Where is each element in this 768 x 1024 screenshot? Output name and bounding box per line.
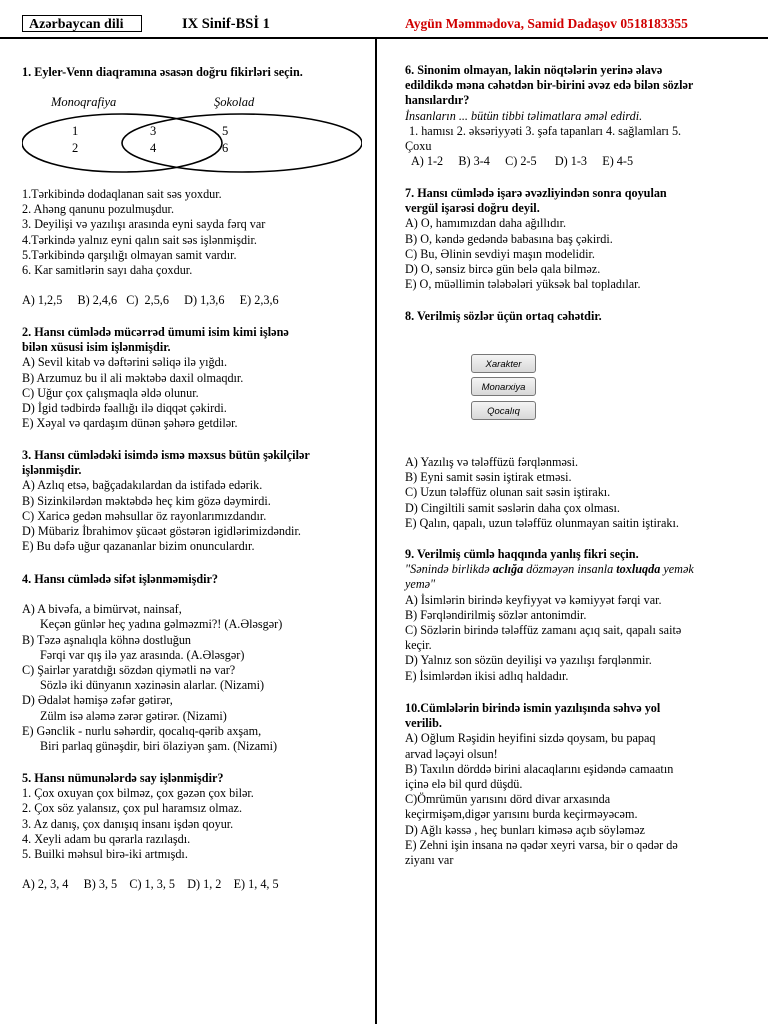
question-10-line-9: ziyanı var [405,853,454,868]
question-3-title-1: 3. Hansı cümlədəki isimdə ismə məxsus bütün şəkilçilər [22,448,310,462]
question-6-answers: A) 1-2 B) 3-4 C) 2-5 D) 1-3 E) 4-5 [411,154,634,169]
question-4 [22,572,372,754]
authors-label: Aygün Məmmədova, Samid Dadaşov 0518183355 [405,16,688,31]
venn-number-1: 1 [72,124,79,138]
question-5-item-2: 2. Çox söz yalansız, çox pul haramsız olmaz. [22,801,242,816]
question-9-option-b: B) Fərqləndirilmiş sözlər antonimdir. [405,607,587,622]
statement-4: 4.Tərkində yalnız eyni qalın sait səs işlənmişdir. [22,232,257,247]
question-7 [405,186,760,292]
venn-number-2: 2 [72,141,79,155]
question-10-line-3: B) Taxılın dörddə birini alacaqlarını eşidəndə camaatın [405,761,674,776]
question-5-item-1: 1. Çox oxuyan çox bilməz, çox gəzən çox bilər. [22,786,254,801]
question-4-title: 4. Hansı cümlədə sifət işlənməmişdir? [22,572,218,586]
question-2 [22,325,372,431]
question-6 [405,63,760,169]
question-2-title-1: 2. Hansı cümlədə mücərrəd ümumi isim kimi işlənə [22,325,289,339]
question-3 [22,448,372,554]
question-9-sentence-line-2: yemə" [405,577,436,592]
statement-5: 5.Tərkibində qarşılığı olmayan samit vardır. [22,247,237,262]
question-4-line-3: B) Təzə aşnalıqla köhnə dostluğun [22,632,192,647]
venn-right-ellipse [122,114,362,172]
question-4-line-1: A) A bivəfa, a bimürvət, nainsaf, [22,602,182,617]
highlighted-word-acliq: aclığa [492,562,524,577]
question-6-words-1: 1. hamısı 2. əksəriyyəti 3. şəfa tapanları 4. sağlamları 5. [409,123,682,138]
question-3-option-c: C) Xaricə gedən məhsullar öz rayonlarımızdandır. [22,508,267,523]
question-5-item-5: 5. Builki məhsul birə-iki artmışdı. [22,847,188,862]
question-6-words-2: Çoxu [405,139,432,154]
statement-1: 1.Tərkibində dodaqlanan sait səs yoxdur. [22,187,222,201]
question-7-option-e: E) O, müəllimin tələbələri yüksək bal topladılar. [405,277,641,292]
question-4-line-6: Sözlə iki dünyanın xəzinəsin alarlar. (Nizami) [40,678,265,693]
venn-diagram [22,90,362,180]
word-box-qocaliq: Qocalıq [471,401,536,420]
question-8-options [405,455,760,531]
question-3-title-2: işlənmişdir. [22,463,82,478]
question-8-option-c: C) Uzun tələffüz olunan sait səsin iştirakı. [405,485,611,500]
word-box-xarakter: Xarakter [471,354,536,373]
question-10-line-2: arvad ləçəyi olsun! [405,746,498,761]
question-2-title-2: bilən xüsusi isim işlənmişdir. [22,340,171,355]
statement-6: 6. Kar samitlərin sayı daha çoxdur. [22,263,193,278]
question-9-option-a: A) İsimlərin birində keyfiyyət və kəmiyyət fərqi var. [405,592,662,607]
question-10-line-6: keçirmişəm,digər yarısını burda keçirməyəcəm. [405,807,638,822]
question-3-option-b: B) Sizinkilərdən məktəbdə heç kim gözə dəymirdi. [22,493,271,508]
question-8-option-b: B) Eyni samit səsin iştirak etməsi. [405,470,572,485]
question-4-line-5: C) Şairlər yaratdığı sözdən qiymətli nə var? [22,663,236,678]
venn-number-6: 6 [222,141,229,155]
question-9-option-c: C) Sözlərin birində tələffüz zamanı açıq sait, qapalı saitə [405,623,682,638]
subject-label: Azərbaycan dili [22,15,142,32]
question-8-option-d: D) Cingiltili samit səslərin daha çox olması. [405,500,620,515]
statement-2: 2. Ahəng qanunu pozulmuşdur. [22,202,174,217]
venn-number-3: 3 [150,124,157,138]
sentence-part: dözməyən insanla [523,562,617,577]
question-7-title-2: vergül işarəsi doğru deyil. [405,201,540,216]
statement-3: 3. Deyilişi və yazılışı arasında eyni sayda fərq var [22,217,266,232]
question-1 [22,65,372,80]
highlighted-word-toxluq: toxluqda [616,562,661,577]
venn-right-label: Şokolad [214,95,255,109]
question-4-line-10: Biri parlaq günəşdir, biri ölaziyən şam. (Nizami) [40,739,278,754]
question-8 [405,309,760,324]
question-6-title-1: 6. Sinonim olmayan, lakin nöqtələrin yerinə əlavə [405,63,663,77]
question-5-title: 5. Hansı nümunələrdə say işlənmişdir? [22,771,224,785]
question-2-option-d: D) İgid tədbirdə fəallığı ilə diqqət çəkirdi. [22,401,227,416]
question-7-option-b: B) O, kəndə gedəndə babasına baş çəkirdi. [405,231,613,246]
question-10 [405,701,760,868]
question-6-sentence: İnsanların ... bütün tibbi təlimatlara əməl edirdi. [405,108,643,123]
question-5-item-3: 3. Az danış, çox danışıq insanı işdən qoyur. [22,816,234,831]
question-1-answers: A) 1,2,5 B) 2,4,6 C) 2,5,6 D) 1,3,6 E) 2,3,6 [22,293,279,308]
grade-label: IX Sinif-BSİ 1 [182,16,270,32]
question-4-line-4: Fərqi var qış ilə yaz arasında. (A.Ələsgər) [40,647,245,662]
question-10-title-2: verilib. [405,716,442,731]
question-7-title-1: 7. Hansı cümlədə işarə əvəzliyindən sonra qoyulan [405,186,667,200]
question-8-option-e: E) Qalın, qapalı, uzun tələffüz olunmayan saitin iştirakı. [405,515,679,530]
question-10-line-1: A) Oğlum Rəşidin heyifini sizdə qoysam, bu papaq [405,731,656,746]
question-4-line-8: Zülm isə aləmə zərər gətirər. (Nizami) [40,708,227,723]
question-6-title-3: hansılardır? [405,93,470,108]
sentence-part: "Sənində birlikdə [405,562,493,577]
question-10-line-7: D) Ağlı kəssə , heç bunları kiməsə açıb söyləməz [405,822,645,837]
question-3-option-e: E) Bu dəfə uğur qazananlar bizim onunculardır. [22,539,255,554]
venn-number-5: 5 [222,124,229,138]
sentence-part: yemək [660,562,694,577]
question-4-line-2: Keçən günlər heç yadına gəlməzmi?! (A.Ələsgər) [40,617,283,632]
question-4-line-7: D) Ədalət həmişə zəfər gətirər, [22,693,173,708]
question-3-option-a: A) Azlıq etsə, bağçadakılardan da istifadə edərik. [22,478,263,493]
column-divider [375,38,377,1024]
question-4-line-9: E) Gənclik - nurlu səhərdir, qocalıq-qərib axşam, [22,723,262,738]
question-9-sentence-line-1 [405,562,760,577]
question-6-title-2: edildikdə məna cəhətdən bir-birini əvəz edə bilən sözlər [405,78,694,93]
question-2-option-a: A) Sevil kitab və dəftərini səliqə ilə yığdı. [22,355,228,370]
venn-number-4: 4 [150,141,157,155]
question-5-answers: A) 2, 3, 4 B) 3, 5 C) 1, 3, 5 D) 1, 2 E) 1, 4, 5 [22,877,279,892]
question-10-line-4: içinə elə bil qurd düşdü. [405,777,523,792]
question-8-title: 8. Verilmiş sözlər üçün ortaq cəhətdir. [405,309,602,323]
question-9-title: 9. Verilmiş cümlə haqqında yanlış fikri seçin. [405,547,639,561]
venn-left-label: Monoqrafiya [51,95,117,109]
question-2-option-b: B) Arzumuz bu il ali məktəbə daxil olmaqdır. [22,370,244,385]
question-1-statements [22,187,372,308]
word-box-monarxiya: Monarxiya [471,377,536,396]
question-7-option-a: A) O, hamımızdan daha ağıllıdır. [405,216,567,231]
question-2-option-e: E) Xəyal və qardaşım dünən şəhərə getdilər. [22,416,238,431]
question-1-title: 1. Eyler-Venn diaqramına əsasən doğru fikirləri seçin. [22,65,303,79]
question-7-option-c: C) Bu, Əlinin sevdiyi maşın modelidir. [405,246,595,261]
question-9-option-d: D) Yalnız son sözün deyilişi və yazılışı fərqlənmir. [405,653,652,668]
question-2-option-c: C) Uğur çox çalışmaqla əldə olunur. [22,385,199,400]
question-5-item-4: 4. Xeyli adam bu qərarla razılaşdı. [22,831,191,846]
question-7-option-d: D) O, sənsiz bircə gün belə qala bilməz. [405,262,601,277]
question-10-line-5: C)Ömrümün yarısını dörd divar arxasında [405,792,611,807]
header-divider [0,37,768,39]
question-9-option-c-cont: keçir. [405,638,432,653]
question-9-option-e: E) İsimlərdən ikisi adlıq haldadır. [405,668,569,683]
question-8-option-a: A) Yazılış və tələffüzü fərqlənməsi. [405,455,579,469]
question-5 [22,771,372,892]
question-3-option-d: D) Mübariz İbrahimov şücaət göstərən igidlərimizdəndir. [22,524,301,539]
question-9 [405,547,760,684]
question-10-line-8: E) Zehni işin insana nə qədər xeyri varsa, bir o qədər də [405,837,678,852]
question-10-title-1: 10.Cümlələrin birində ismin yazılışında səhvə yol [405,701,661,715]
